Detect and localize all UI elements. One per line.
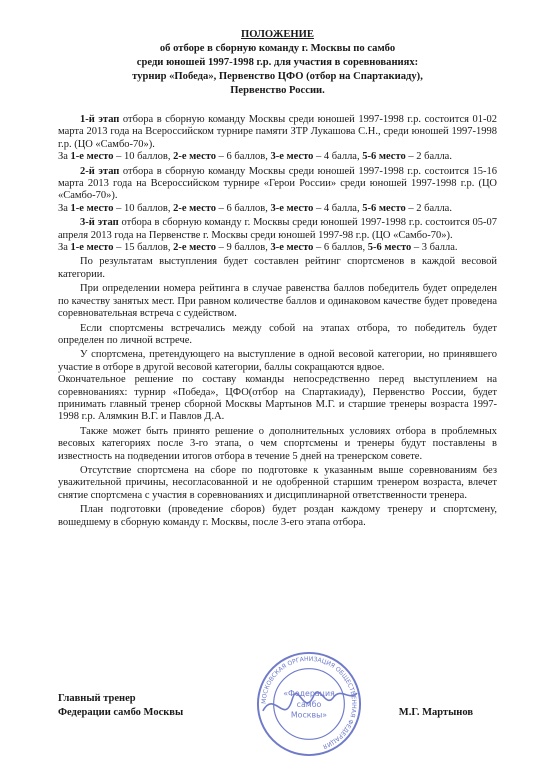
points-text: – 4 балла, (313, 202, 363, 214)
points-text: – 4 балла, (313, 151, 363, 163)
points-text: – 15 баллов, (113, 242, 174, 254)
points-text: – 6 баллов, (216, 151, 271, 163)
place-label: 2-е место (173, 242, 217, 254)
official-stamp (255, 650, 363, 758)
stage1-paragraph (58, 114, 497, 151)
place-label: 1-е место (70, 202, 114, 214)
header-line-4: турнир «Победа», Первенство ЦФО (отбор на Спартакиаду), (132, 71, 423, 82)
points-prefix: За (58, 202, 71, 214)
signer-role (58, 692, 183, 720)
points-text: – 10 баллов, (113, 151, 174, 163)
stage1-title: 1-й этап (80, 114, 120, 125)
signer-role-line-2: Федерации самбо Москвы (58, 707, 184, 718)
absence-paragraph: Отсутствие спортсмена на сборе по подготовке к указанным выше соревнованиям без уважительной причины, несогласованной и не одобренной старшим тренером возраста, влечет снятие спортсмена с участия в соревнованиях и дисциплинарной ответственности тренера. (58, 464, 497, 501)
stage3-points (58, 242, 497, 254)
stamp-center-text-3: Москвы» (290, 710, 328, 720)
other-weight-paragraph: У спортсмена, претендующего на выступление в одной весовой категории, но принявшего участие в отборе в другой весовой категории, баллы сокращаются вдвое. (58, 349, 497, 373)
rating-paragraph: По результатам выступления будет составлен рейтинг спортсменов в каждой весовой категории. (58, 256, 497, 280)
points-prefix: За (58, 151, 71, 163)
header-line-2: об отборе в сборную команду г. Москвы по самбо (159, 43, 396, 54)
place-label: 5-6 место (362, 202, 406, 214)
tie-paragraph: При определении номера рейтинга в случае равенства баллов победитель будет определен по качеству занятых мест. При равном количестве баллов и одинаковом качестве будет проведена соревновательная встреча с судейством. (58, 283, 497, 320)
points-text: – 3 балла. (411, 242, 458, 254)
points-text: – 6 баллов, (313, 242, 368, 254)
place-label: 3-е место (270, 242, 314, 254)
stage2-text: отбора в сборную команду Москвы среди юношей 1997-1998 г.р. состоится 15-16 марта 2013 года на Всероссийском турнире «Герои России» среди юношей 1997-1998 г.р. (ЦО «Самбо-70»). (58, 165, 498, 202)
stage3-title: 3-й этап (80, 217, 119, 229)
stage1-text: отбора в сборную команду Москвы среди юношей 1997-1998 г.р. состоится 01-02 марта 2013 года на Всероссийском турнире памяти ЗТР Лукашова С.Н., среди юношей 1997-1998 г.р. (ЦО «Самбо-70»). (58, 114, 498, 150)
document-body (58, 114, 497, 529)
meet-paragraph: Если спортсмены встречались между собой на этапах отбора, то победитель будет определен по личной встрече. (58, 322, 497, 346)
points-text: – 2 балла. (405, 202, 452, 214)
stamp-center-text-1: «Федерация (283, 689, 335, 699)
points-text: – 6 баллов, (216, 202, 271, 214)
place-label: 3-е место (270, 202, 314, 214)
header-line-5: Первенство России. (230, 85, 325, 96)
place-label: 5-6 место (367, 242, 412, 254)
final-decision-paragraph: Окончательное решение по составу команды непосредственно перед выступлением на соревнованиях: турнир «Победа», ЦФО(отбор на Спартакиаду), Первенство России, будет принимать главный тренер сборной Москвы Мартынов М.Г. и старшие тренеры возраста 1997-1998 г.р. Алямкин В.Г. и Павлов Д.А. (58, 374, 497, 423)
document-title: ПОЛОЖЕНИЕ (241, 29, 314, 40)
points-text: – 10 баллов, (113, 202, 174, 214)
header-line-3: среди юношей 1997-1998 г.р. для участия в соревнованиях: (136, 57, 419, 68)
document-header (58, 28, 497, 98)
points-prefix: За (58, 242, 71, 254)
stage2-paragraph (58, 166, 497, 203)
stage2-title: 2-й этап (80, 165, 120, 177)
stamp-center-text-2: самбо (296, 699, 322, 709)
additional-conditions-paragraph: Также может быть принято решение о дополнительных условиях отбора в проблемных весовых категориях после 3-го этапа, о чем спортсмены и тренеры будут поставлены в известность на подведении итогов отбора в течение 5 дней на тренерском совете. (58, 425, 497, 462)
stamp-ring-text: МОСКОВСКАЯ ОРГАНИЗАЦИЯ ОБЩЕСТВЕННАЯ ФЕДЕРАЦИЯ (260, 655, 358, 750)
place-label: 2-е место (173, 202, 217, 214)
stage1-points (58, 151, 497, 163)
signer-name: М.Г. Мартынов (398, 707, 473, 718)
points-text: – 9 баллов, (216, 242, 271, 254)
place-label: 2-е место (173, 151, 217, 163)
signer-role-line-1: Главный тренер (58, 693, 136, 704)
place-label: 3-е место (270, 151, 314, 163)
stage3-text: отбора в сборную команду г. Москвы среди юношей 1997-1998 г.р. состоится 05-07 апреля 2013 года на Первенстве г. Москвы среди юношей 1997-98 г.р. (ЦО «Самбо-70»). (58, 217, 498, 241)
plan-paragraph: План подготовки (проведение сборов) будет роздан каждому тренеру и спортсмену, вошедшему в сборную команду г. Москвы, после 3-его этапа отбора. (58, 504, 497, 528)
place-label: 1-е место (70, 242, 114, 254)
place-label: 5-6 место (362, 151, 406, 163)
stage3-paragraph (58, 217, 497, 242)
place-label: 1-е место (70, 151, 114, 163)
stage2-points (58, 203, 497, 215)
points-text: – 2 балла. (405, 151, 452, 163)
